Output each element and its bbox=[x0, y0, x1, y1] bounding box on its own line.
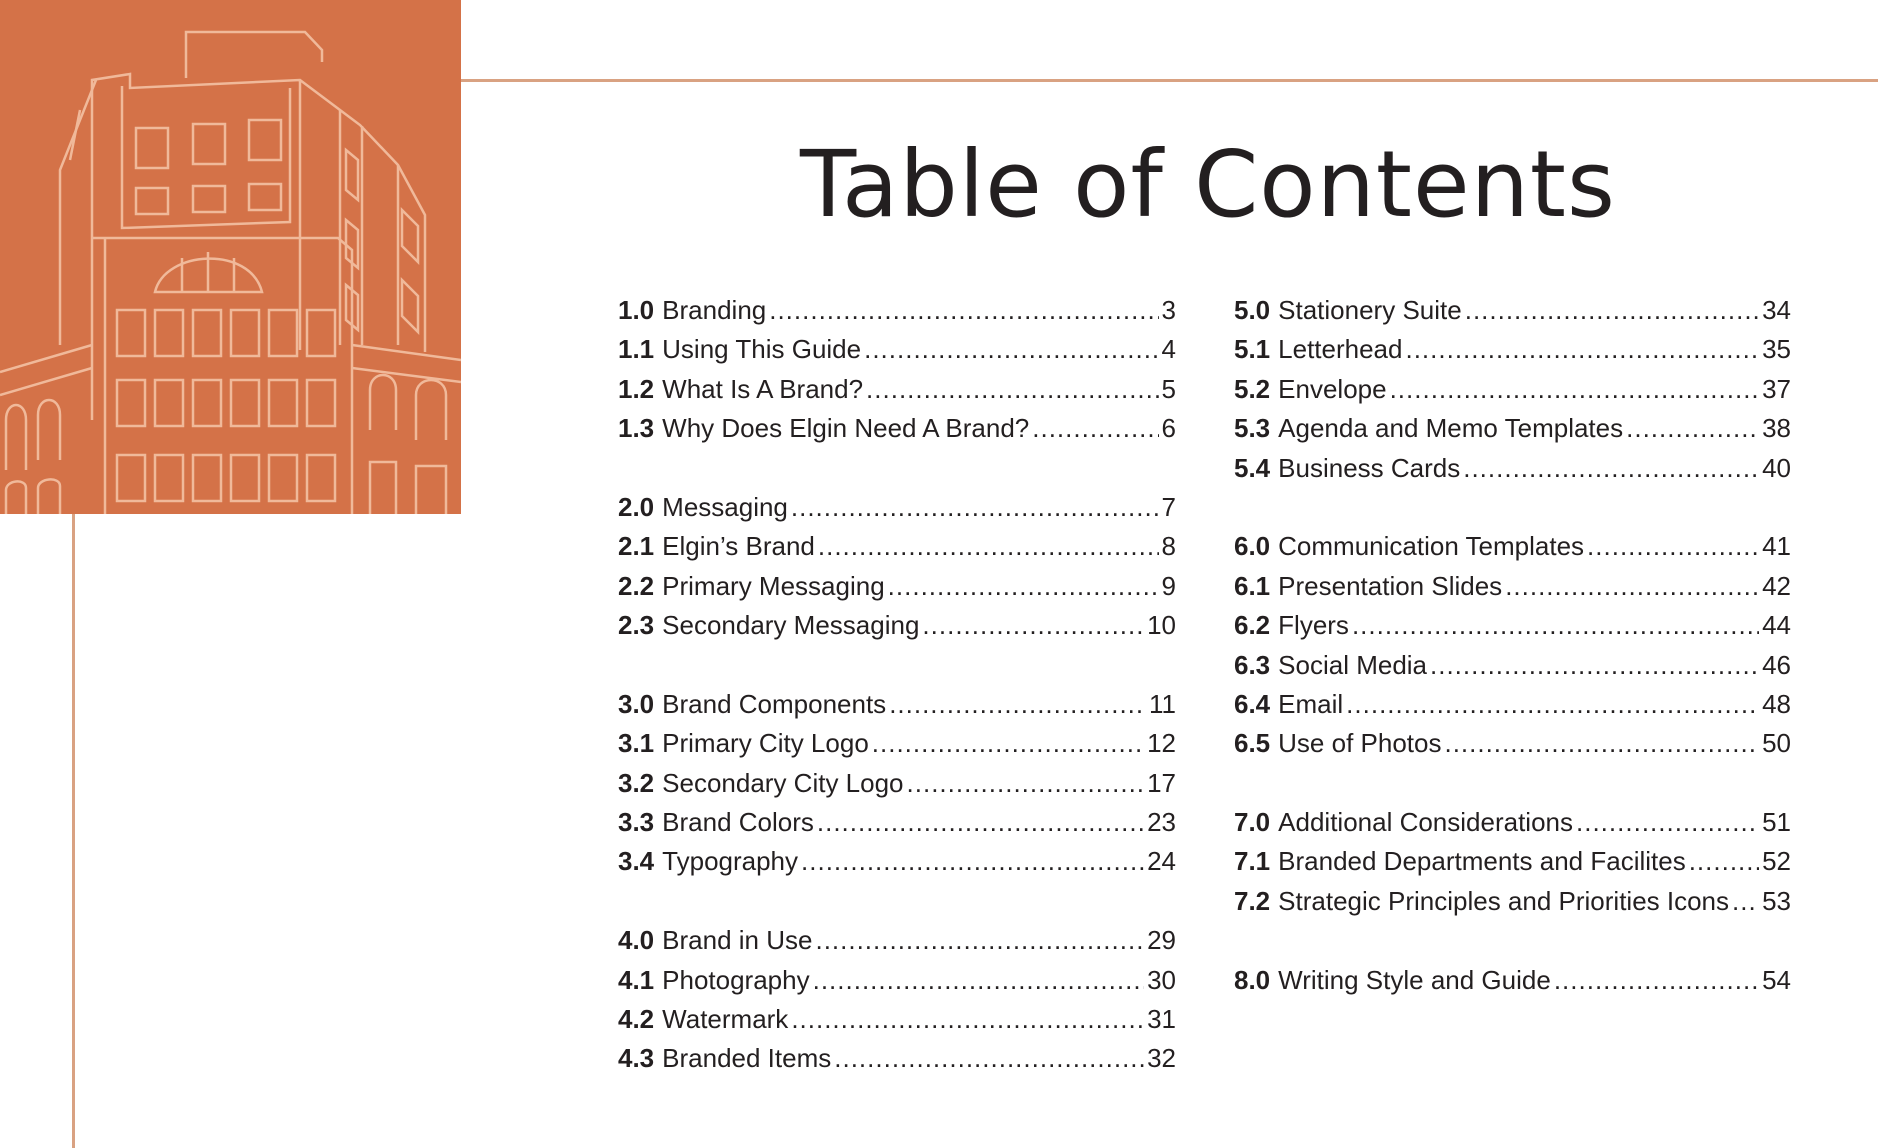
building-line-art-icon bbox=[0, 0, 461, 514]
toc-entry[interactable] bbox=[1234, 886, 1791, 925]
dot-leader bbox=[1352, 610, 1759, 641]
section-title: Stationery Suite bbox=[1278, 295, 1462, 325]
section-number: 1.1 bbox=[618, 334, 655, 365]
dot-leader bbox=[1576, 807, 1759, 838]
toc-entry[interactable] bbox=[618, 1004, 1176, 1043]
toc-entry[interactable] bbox=[1234, 571, 1791, 610]
toc-entry[interactable] bbox=[1234, 650, 1791, 689]
page-number: 17 bbox=[1147, 767, 1176, 798]
toc-entry[interactable] bbox=[1234, 334, 1791, 373]
section-title: Watermark bbox=[662, 1004, 789, 1035]
group-spacer bbox=[1234, 925, 1791, 964]
toc-entry[interactable] bbox=[1234, 413, 1791, 452]
section-number: 3.3 bbox=[618, 807, 655, 838]
page-number: 23 bbox=[1147, 807, 1176, 838]
page-number: 29 bbox=[1147, 925, 1176, 956]
dot-leader bbox=[1032, 413, 1158, 444]
section-number: 6.1 bbox=[1234, 570, 1271, 601]
section-number: 2.3 bbox=[618, 610, 655, 641]
page-number: 38 bbox=[1762, 413, 1791, 444]
page-number: 41 bbox=[1762, 531, 1791, 562]
toc-entry[interactable] bbox=[618, 334, 1176, 373]
toc-entry[interactable] bbox=[618, 807, 1176, 846]
toc-entry[interactable] bbox=[1234, 689, 1791, 728]
dot-leader bbox=[1505, 571, 1759, 602]
section-number: 5.4 bbox=[1234, 452, 1271, 483]
section-number: 2.1 bbox=[618, 531, 655, 562]
dot-leader bbox=[864, 334, 1158, 365]
page-number: 10 bbox=[1147, 610, 1176, 641]
group-spacer bbox=[1234, 768, 1791, 807]
section-title: What Is A Brand? bbox=[662, 373, 864, 404]
page-number: 40 bbox=[1762, 452, 1791, 483]
toc-entry[interactable] bbox=[618, 768, 1176, 807]
dot-leader bbox=[1444, 728, 1759, 759]
group-spacer bbox=[618, 453, 1176, 492]
toc-entry[interactable] bbox=[618, 413, 1176, 452]
section-number: 3.2 bbox=[618, 767, 655, 798]
section-number: 1.3 bbox=[618, 413, 655, 444]
section-number: 5.3 bbox=[1234, 413, 1271, 444]
section-title: Brand Colors bbox=[662, 807, 814, 838]
dot-leader bbox=[791, 492, 1159, 523]
toc-entry[interactable] bbox=[618, 571, 1176, 610]
toc-entry[interactable] bbox=[618, 965, 1176, 1004]
section-number: 5.0 bbox=[1234, 295, 1271, 325]
section-number: 8.0 bbox=[1234, 964, 1271, 995]
toc-entry[interactable] bbox=[618, 846, 1176, 885]
building-illustration bbox=[0, 0, 461, 514]
page-number: 37 bbox=[1762, 373, 1791, 404]
section-title: Email bbox=[1278, 688, 1344, 719]
toc-entry[interactable] bbox=[618, 728, 1176, 767]
page-number: 11 bbox=[1149, 688, 1176, 719]
section-title: Secondary City Logo bbox=[662, 767, 904, 798]
vertical-rule bbox=[72, 514, 75, 1148]
section-title: Typography bbox=[662, 846, 799, 877]
section-number: 5.1 bbox=[1234, 334, 1271, 365]
section-title: Strategic Principles and Priorities Icons bbox=[1278, 885, 1730, 916]
page-number: 7 bbox=[1161, 491, 1176, 522]
section-number: 2.0 bbox=[618, 491, 655, 522]
dot-leader bbox=[1346, 689, 1759, 720]
section-title: Writing Style and Guide bbox=[1278, 964, 1551, 995]
section-title: Elgin’s Brand bbox=[662, 531, 815, 562]
page-number: 44 bbox=[1762, 610, 1791, 641]
page-number: 9 bbox=[1161, 570, 1176, 601]
toc-entry[interactable] bbox=[1234, 807, 1791, 846]
section-title: Communication Templates bbox=[1278, 531, 1585, 562]
page-number: 35 bbox=[1762, 334, 1791, 365]
dot-leader bbox=[791, 1004, 1144, 1035]
section-number: 3.0 bbox=[618, 688, 655, 719]
toc-entry[interactable] bbox=[618, 610, 1176, 649]
section-number: 7.1 bbox=[1234, 846, 1271, 877]
section-number: 7.2 bbox=[1234, 885, 1271, 916]
section-title: Business Cards bbox=[1278, 452, 1461, 483]
dot-leader bbox=[1626, 413, 1759, 444]
page-number: 3 bbox=[1161, 295, 1176, 325]
dot-leader bbox=[818, 531, 1159, 562]
section-number: 4.1 bbox=[618, 964, 655, 995]
section-title: Primary City Logo bbox=[662, 728, 869, 759]
section-title: Branded Items bbox=[662, 1043, 832, 1074]
section-number: 3.4 bbox=[618, 846, 655, 877]
toc-entry[interactable] bbox=[1234, 374, 1791, 413]
section-title: Photography bbox=[662, 964, 810, 995]
section-title: Presentation Slides bbox=[1278, 570, 1503, 601]
dot-leader bbox=[872, 728, 1144, 759]
section-number: 6.5 bbox=[1234, 728, 1271, 759]
page-number: 31 bbox=[1147, 1004, 1176, 1035]
section-title: Secondary Messaging bbox=[662, 610, 920, 641]
dot-leader bbox=[1587, 531, 1759, 562]
group-spacer bbox=[618, 886, 1176, 925]
page-number: 24 bbox=[1147, 846, 1176, 877]
page-number: 30 bbox=[1147, 964, 1176, 995]
section-title: Social Media bbox=[1278, 649, 1428, 680]
page-number: 54 bbox=[1762, 964, 1791, 995]
dot-leader bbox=[801, 846, 1144, 877]
page-number: 8 bbox=[1161, 531, 1176, 562]
section-number: 1.2 bbox=[618, 373, 655, 404]
dot-leader bbox=[1689, 846, 1759, 877]
section-title: Flyers bbox=[1278, 610, 1349, 641]
page-number: 32 bbox=[1147, 1043, 1176, 1074]
toc-entry[interactable] bbox=[1234, 610, 1791, 649]
toc-entry[interactable] bbox=[618, 492, 1176, 531]
page-number: 46 bbox=[1762, 649, 1791, 680]
page-number: 34 bbox=[1762, 295, 1791, 325]
page-number: 5 bbox=[1161, 373, 1176, 404]
section-title: Branded Departments and Facilites bbox=[1278, 846, 1686, 877]
toc-entry[interactable] bbox=[618, 689, 1176, 728]
toc-column-right bbox=[1234, 295, 1791, 1004]
dot-leader bbox=[817, 807, 1144, 838]
page-number: 52 bbox=[1762, 846, 1791, 877]
section-number: 3.1 bbox=[618, 728, 655, 759]
toc-entry[interactable] bbox=[618, 531, 1176, 570]
toc-entry[interactable] bbox=[618, 295, 1176, 334]
section-title: Additional Considerations bbox=[1278, 807, 1574, 838]
horizontal-rule bbox=[461, 79, 1878, 82]
section-number: 1.0 bbox=[618, 295, 655, 325]
section-title: Brand Components bbox=[662, 688, 887, 719]
toc-entry[interactable] bbox=[1234, 965, 1791, 1004]
dot-leader bbox=[866, 374, 1158, 405]
section-title: Messaging bbox=[662, 491, 788, 522]
section-title: Brand in Use bbox=[662, 925, 813, 956]
section-title: Letterhead bbox=[1278, 334, 1403, 365]
dot-leader bbox=[888, 571, 1159, 602]
toc-entry[interactable] bbox=[1234, 295, 1791, 334]
dot-leader bbox=[922, 610, 1144, 641]
toc-entry[interactable] bbox=[1234, 728, 1791, 767]
section-number: 6.2 bbox=[1234, 610, 1271, 641]
section-title: Primary Messaging bbox=[662, 570, 885, 601]
toc-entry[interactable] bbox=[1234, 531, 1791, 570]
dot-leader bbox=[1465, 295, 1759, 326]
dot-leader bbox=[889, 689, 1146, 720]
toc-entry[interactable] bbox=[1234, 453, 1791, 492]
toc-entry[interactable] bbox=[618, 925, 1176, 964]
page-number: 42 bbox=[1762, 570, 1791, 601]
page-number: 4 bbox=[1161, 334, 1176, 365]
dot-leader bbox=[769, 295, 1158, 326]
toc-entry[interactable] bbox=[618, 374, 1176, 413]
toc-entry[interactable] bbox=[618, 1043, 1176, 1082]
page-number: 51 bbox=[1762, 807, 1791, 838]
dot-leader bbox=[1554, 965, 1759, 996]
dot-leader bbox=[1405, 334, 1759, 365]
dot-leader bbox=[1430, 650, 1759, 681]
dot-leader bbox=[1463, 453, 1759, 484]
section-title: Use of Photos bbox=[1278, 728, 1442, 759]
section-number: 4.2 bbox=[618, 1004, 655, 1035]
dot-leader bbox=[834, 1043, 1144, 1074]
page-number: 12 bbox=[1147, 728, 1176, 759]
section-title: Envelope bbox=[1278, 373, 1387, 404]
section-number: 4.0 bbox=[618, 925, 655, 956]
section-number: 6.0 bbox=[1234, 531, 1271, 562]
page-number: 50 bbox=[1762, 728, 1791, 759]
page-title: Table of Contents bbox=[800, 131, 1616, 238]
section-title: Agenda and Memo Templates bbox=[1278, 413, 1624, 444]
dot-leader bbox=[1390, 374, 1760, 405]
section-number: 6.4 bbox=[1234, 688, 1271, 719]
section-number: 4.3 bbox=[618, 1043, 655, 1074]
toc-entry[interactable] bbox=[1234, 846, 1791, 885]
section-title: Using This Guide bbox=[662, 334, 862, 365]
toc-column-left bbox=[618, 295, 1176, 1083]
group-spacer bbox=[1234, 492, 1791, 531]
dot-leader bbox=[1732, 886, 1759, 917]
page-number: 6 bbox=[1161, 413, 1176, 444]
section-title: Why Does Elgin Need A Brand? bbox=[662, 413, 1030, 444]
dot-leader bbox=[813, 965, 1144, 996]
section-number: 7.0 bbox=[1234, 807, 1271, 838]
section-title: Branding bbox=[662, 295, 767, 325]
section-number: 2.2 bbox=[618, 570, 655, 601]
page-number: 53 bbox=[1762, 885, 1791, 916]
page-number: 48 bbox=[1762, 688, 1791, 719]
dot-leader bbox=[907, 768, 1145, 799]
section-number: 5.2 bbox=[1234, 373, 1271, 404]
dot-leader bbox=[815, 925, 1144, 956]
group-spacer bbox=[618, 650, 1176, 689]
section-number: 6.3 bbox=[1234, 649, 1271, 680]
